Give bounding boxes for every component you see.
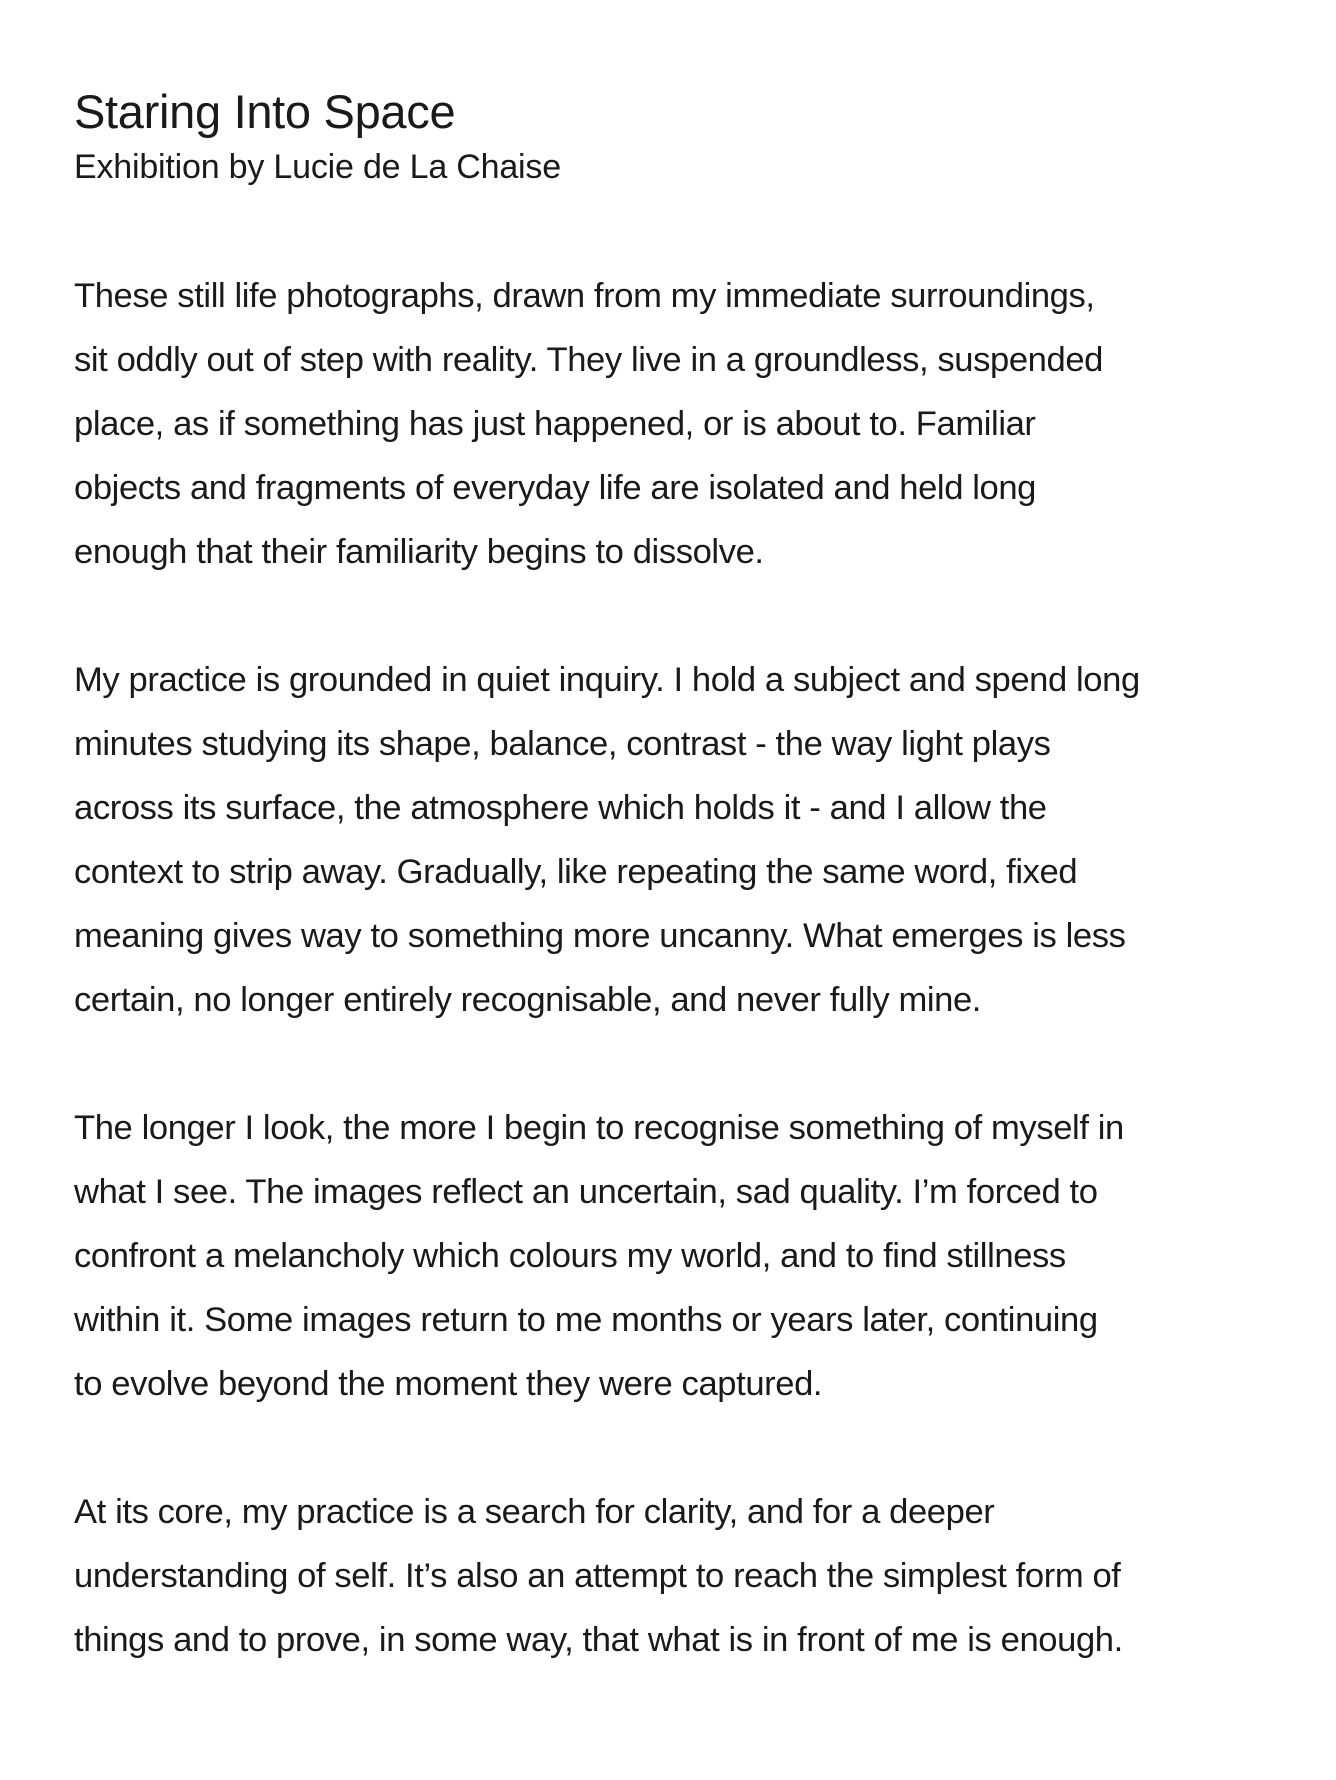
text-line: meaning gives way to something more uncanny. What emerges is less bbox=[74, 917, 1126, 955]
text-line: to evolve beyond the moment they were captured. bbox=[74, 1365, 823, 1403]
text-line: certain, no longer entirely recognisable, and never fully mine. bbox=[74, 981, 982, 1019]
text-line: confront a melancholy which colours my world, and to find stillness bbox=[74, 1237, 1066, 1275]
text-line: what I see. The images reflect an uncertain, sad quality. I’m forced to bbox=[74, 1173, 1098, 1211]
text-line: things and to prove, in some way, that what is in front of me is enough. bbox=[74, 1621, 1123, 1659]
paragraph-2 bbox=[74, 648, 1264, 1032]
text-line: The longer I look, the more I begin to recognise something of myself in bbox=[74, 1109, 1124, 1147]
paragraph-4 bbox=[74, 1480, 1264, 1672]
document-title: Staring Into Space bbox=[74, 85, 456, 138]
text-line: minutes studying its shape, balance, contrast - the way light plays bbox=[74, 725, 1051, 763]
text-line: enough that their familiarity begins to dissolve. bbox=[74, 533, 764, 571]
text-line: within it. Some images return to me months or years later, continuing bbox=[74, 1301, 1098, 1339]
text-line: sit oddly out of step with reality. They live in a groundless, suspended bbox=[74, 341, 1103, 379]
paragraph-3 bbox=[74, 1096, 1264, 1416]
text-line: context to strip away. Gradually, like repeating the same word, fixed bbox=[74, 853, 1078, 891]
document-subtitle: Exhibition by Lucie de La Chaise bbox=[74, 148, 561, 186]
document-page bbox=[74, 82, 1264, 1736]
text-line: across its surface, the atmosphere which holds it - and I allow the bbox=[74, 789, 1047, 827]
document-body bbox=[74, 264, 1264, 1672]
text-line: place, as if something has just happened, or is about to. Familiar bbox=[74, 405, 1036, 443]
text-line: At its core, my practice is a search for clarity, and for a deeper bbox=[74, 1493, 995, 1531]
paragraph-1 bbox=[74, 264, 1264, 584]
text-line: objects and fragments of everyday life are isolated and held long bbox=[74, 469, 1037, 507]
text-line: My practice is grounded in quiet inquiry. I hold a subject and spend long bbox=[74, 661, 1140, 699]
text-line: understanding of self. It’s also an attempt to reach the simplest form of bbox=[74, 1557, 1121, 1595]
text-line: These still life photographs, drawn from my immediate surroundings, bbox=[74, 277, 1095, 315]
